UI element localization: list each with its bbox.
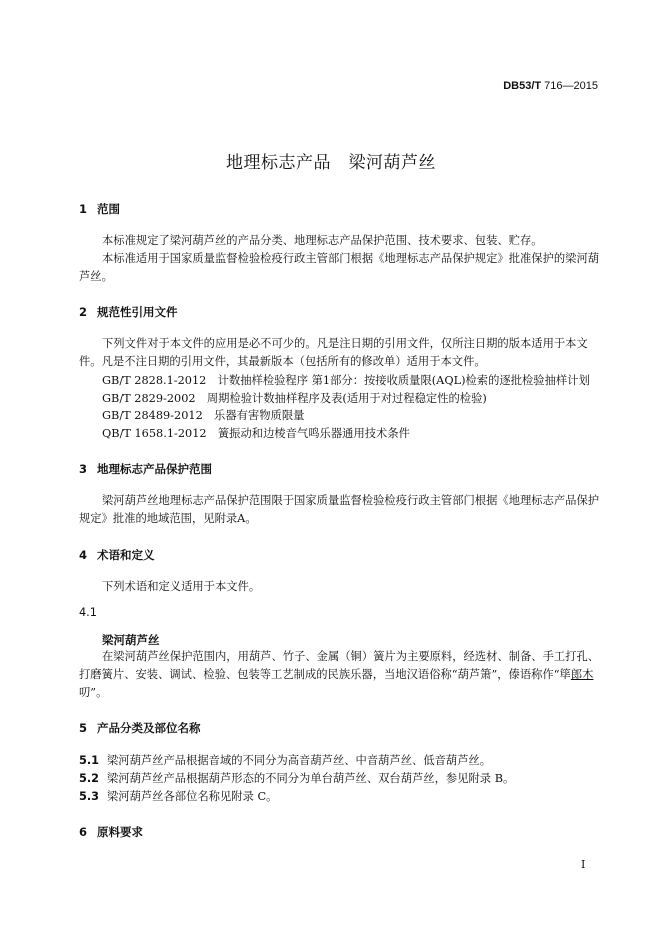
reference-item: GB/T 28489-2012 乐器有害物质限量 xyxy=(102,409,305,422)
document-title: 地理标志产品 梁河葫芦丝 xyxy=(226,153,436,173)
subsection-text: 梁河葫芦丝产品根据葫芦形态的不同分为单台葫芦丝、双台葫芦丝，参见附录 B。 xyxy=(107,772,515,785)
section-5-heading xyxy=(79,720,201,736)
section-title: 范围 xyxy=(97,202,120,216)
section-6-heading xyxy=(79,824,143,840)
section-4-paragraph-1: 下列术语和定义适用于本文件。 xyxy=(102,580,261,593)
reference-item: GB/T 2829-2002 周期检验计数抽样程序及表(适用于对过程稳定性的检验) xyxy=(102,392,487,405)
section-title: 产品分类及部位名称 xyxy=(97,721,201,735)
subsection-item xyxy=(79,770,514,786)
section-3-paragraph-1: 梁河葫芦丝地理标志产品保护范围限于国家质量监督检验检疫行政主管部门根据《地理标志产品保护规定》批准的地域范围，见附录A。 xyxy=(79,494,600,525)
section-title: 术语和定义 xyxy=(97,548,155,562)
section-number: 6 xyxy=(79,825,88,839)
section-2-heading xyxy=(79,304,178,320)
page-number: I xyxy=(581,858,586,871)
section-2-paragraph-1: 下列文件对于本文件的应用是必不可少的。凡是注日期的引用文件，仅所注日期的版本适用于本文件。凡是不注日期的引用文件，其最新版本（包括所有的修改单）适用于本文件。 xyxy=(79,337,588,368)
section-3-heading xyxy=(79,461,212,477)
subsection-text: 梁河葫芦丝产品根据音域的不同分为高音葫芦丝、中音葫芦丝、低音葫芦丝。 xyxy=(107,754,492,767)
standard-prefix: DB53/T xyxy=(503,80,542,92)
subsection-number: 5.1 xyxy=(79,754,100,767)
section-1-paragraph-1: 本标准规定了梁河葫芦丝的产品分类、地理标志产品保护范围、技术要求、包装、贮存。 xyxy=(102,234,543,247)
subsection-item xyxy=(79,752,491,768)
section-number: 3 xyxy=(79,462,88,476)
standard-code xyxy=(503,80,598,92)
section-title: 原料要求 xyxy=(97,825,143,839)
subsection-number: 5.2 xyxy=(79,772,100,785)
section-1-heading xyxy=(79,201,120,217)
section-title: 地理标志产品保护范围 xyxy=(97,462,212,476)
definition-underlined-text: 郎木 xyxy=(570,668,594,681)
section-1-paragraph-2: 本标准适用于国家质量监督检验检疫行政主管部门根据《地理标志产品保护规定》批准保护的梁河葫芦丝。 xyxy=(79,252,600,283)
subsection-number: 5.3 xyxy=(79,790,100,803)
subsection-item xyxy=(79,788,277,804)
section-number: 2 xyxy=(79,305,88,319)
subsection-text: 梁河葫芦丝各部位名称见附录 C。 xyxy=(107,790,278,803)
reference-item: QB/T 1658.1-2012 簧振动和边棱音气鸣乐器通用技术条件 xyxy=(102,427,410,440)
definition-text-2: 叨”。 xyxy=(79,686,108,699)
section-number: 4 xyxy=(79,548,88,562)
section-number: 5 xyxy=(79,721,88,735)
section-number: 1 xyxy=(79,202,88,216)
definition-text-1: 在梁河葫芦丝保护范围内，用葫芦、竹子、金属（铜）簧片为主要原料，经选材、制备、手工打孔、打磨簧片、安装、调试、检验、包装等工艺制成的民族乐器，当地汉语俗称“葫芦箫”，傣语称作“筚 xyxy=(79,650,600,681)
section-title: 规范性引用文件 xyxy=(97,305,178,319)
reference-item: GB/T 2828.1-2012 计数抽样检验程序 第1部分：按接收质量限(AQL)检索的逐批检验抽样计划 xyxy=(102,374,590,387)
standard-number: 716—2015 xyxy=(544,80,598,92)
subsection-number: 4.1 xyxy=(79,606,97,619)
term-definition xyxy=(79,648,601,702)
section-4-heading xyxy=(79,547,155,563)
term-name: 梁河葫芦丝 xyxy=(102,633,160,647)
